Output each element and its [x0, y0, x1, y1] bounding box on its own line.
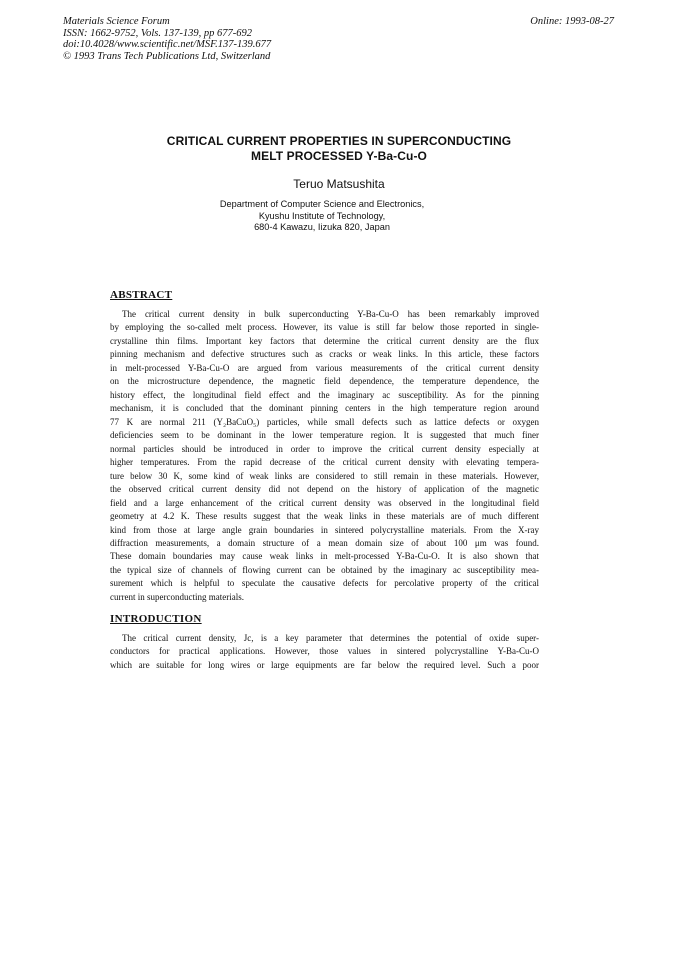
paper-title [0, 134, 678, 164]
doi-line[interactable]: doi:10.4028/www.scientific.net/MSF.137-139.677 [63, 39, 272, 50]
abstract-heading: ABSTRACT [110, 289, 173, 301]
journal-name: Materials Science Forum [63, 16, 170, 27]
online-date: Online: 1993-08-27 [530, 16, 614, 27]
abstract-line: The critical current density in bulk superconducting Y-Ba-Cu-O has been remarkably improved [122, 309, 539, 319]
affiliation-line-3: 680-4 Kawazu, Iizuka 820, Japan [254, 222, 390, 232]
copyright-line: © 1993 Trans Tech Publications Ltd, Switzerland [63, 50, 271, 62]
abstract-line: ture below 30 K, some kind of weak links are considered to still remain in these materials. However, [110, 470, 539, 481]
abstract-line: current in superconducting materials. [110, 591, 244, 602]
abstract-line: deficiencies seem to be dominant in the lower temperature region. It is suggested that much finer [110, 430, 539, 441]
abstract-line: field and a large enhancement of the critical current density was observed in the longitudinal field [110, 497, 539, 508]
title-line-2: MELT PROCESSED Y-Ba-Cu-O [251, 149, 427, 163]
abstract-line: history effect, the longitudinal field effect and the imaginary ac susceptibility. As for the pinning [110, 389, 539, 400]
abstract-line: diffraction measurements, a domain structure of a mean domain size of about 100 μm was found. [110, 537, 539, 548]
abstract-line: mechanism, it is concluded that the dominant pinning centers in the high temperature region around [110, 403, 539, 414]
abstract-line: in melt-processed Y-Ba-Cu-O are argued from various measurements of the critical current density [110, 362, 539, 373]
introduction-line: The critical current density, Jc, is a key parameter that determines the potential of oxide super- [122, 633, 539, 643]
abstract-line: normal particles should be introduced in order to improve the critical current density especially at [110, 443, 539, 454]
title-line-1: CRITICAL CURRENT PROPERTIES IN SUPERCONDUCTING [166, 134, 512, 148]
introduction-body [110, 632, 539, 672]
abstract-line: 77 K are normal 211 (Y₂BaCuO₅) particles, while small defects such as lattice defects or oxygen [110, 416, 539, 427]
issn-line: ISSN: 1662-9752, Vols. 137-139, pp 677-692 [63, 27, 252, 39]
author-affiliation [0, 199, 644, 234]
abstract-body [110, 308, 539, 604]
abstract-line: on the microstructure dependence, the magnetic field dependence, the temperature dependence, the [110, 376, 539, 387]
abstract-line: higher temperatures. From the rapid decrease of the critical current density with elevating tempera- [110, 457, 539, 468]
affiliation-line-1: Department of Computer Science and Electronics, [219, 199, 425, 209]
abstract-line: pinning mechanism and defective structures such as cracks or weak links. In this article, these factors [110, 349, 539, 360]
abstract-line: the observed critical current density did not depend on the history of application of the magnetic [110, 484, 539, 495]
author-name: Teruo Matsushita [293, 177, 385, 191]
abstract-line: surement which is helpful to speculate the causative defects for percolative property of the critical [110, 578, 539, 589]
abstract-line: geometry at 4.2 K. These results suggest that the weak links in these materials are of much different [110, 511, 539, 522]
introduction-line: which are suitable for long wires or large equipments are far below the required level. Such a poor [110, 659, 539, 670]
affiliation-line-2: Kyushu Institute of Technology, [258, 210, 386, 221]
abstract-line: These domain boundaries may cause weak links in melt-processed Y-Ba-Cu-O. It is also shown that [110, 551, 539, 562]
abstract-line: the typical size of channels of flowing current can be obtained by the imaginary ac susceptibility mea- [110, 564, 539, 575]
abstract-line: kind from those at large angle grain boundaries in sintered polycrystalline materials. From the X-ray [110, 524, 539, 535]
introduction-line: conductors for practical applications. However, those values in sintered polycrystalline Y-Ba-Cu-O [110, 646, 539, 657]
publication-info [63, 16, 483, 62]
introduction-heading: INTRODUCTION [110, 613, 202, 625]
abstract-line: crystalline thin films. Important key factors that determine the critical current density are the flux [110, 335, 539, 346]
abstract-line: by employing the so-called melt process. However, its value is still far below those reported in single- [110, 322, 539, 333]
